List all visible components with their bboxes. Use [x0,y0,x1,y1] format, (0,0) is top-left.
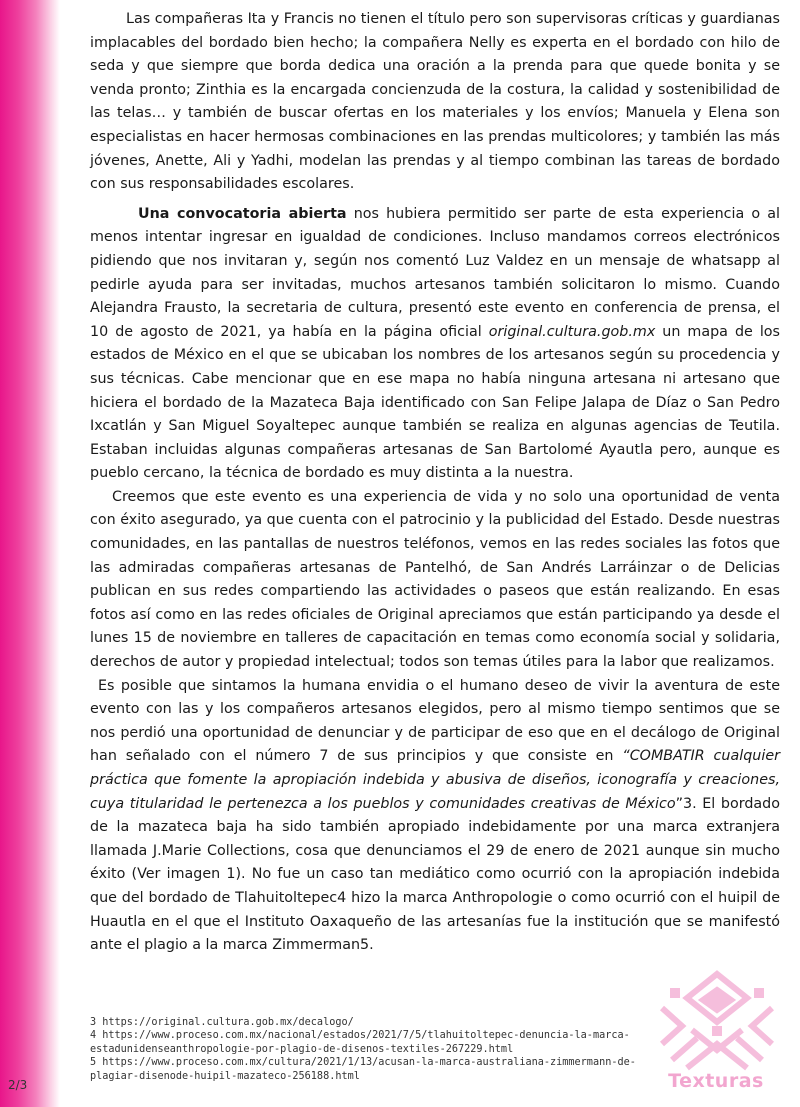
paragraph-life-experience: Creemos que este evento es una experiencia de vida y no solo una oportunidad de venta con éxito asegurado, ya que cuenta con el patrocinio y la publicidad del Estado. Desde nuestras comunidades, en las pantallas de nuestros teléfonos, vemos en las redes sociales las fotos que las admiradas compañeras artesanas de Pantelhó, de San Andrés Larráinzar o de Delicias publican en sus redes compartiendo las actividades o paseos que están realizando. En esas fotos así como en las redes oficiales de Original apreciamos que están participando ya desde el lunes 15 de noviembre en talleres de capacitación en temas como economía social y solidaria, derechos de autor y propiedad intelectual; todos son temas útiles para la labor que realizamos. [90,488,780,671]
footnote-3: 3 https://original.cultura.gob.mx/decalogo/ [90,1017,354,1028]
footnote-5-line1: 5 https://www.proceso.com.mx/cultura/2021/1/13/acusan-la-marca-australiana-zimmermann-de- [90,1057,636,1069]
open-call-text-a: nos hubiera permitido ser parte de esta experiencia o al menos intentar ingresar en igualdad de condiciones. Incluso mandamos correos electrónicos pidiendo que nos invitaran y, según nos comentó Luz Valdez en un mensaje de whatsapp al pedirle ayuda para ser invitadas, muchos artesanos también solicitaron lo mismo. Cuando Alejandra Frausto, la secretaria de cultura, presentó este evento en conferencia de prensa, el 10 de agosto de 2021, ya había en la página oficial [90,205,781,340]
footnote-5-line2: plagiar-disenode-huipil-mazateco-256188.html [90,1070,360,1082]
footnote-4-line2: estadunidenseanthropologie-por-plagio-de-disenos-textiles-267229.html [90,1043,514,1055]
footnote-4-line1: 4 https://www.proceso.com.mx/nacional/estados/2021/7/5/tlahuitoltepec-denuncia-la-marca- [90,1030,630,1042]
paragraph-decalogue [90,675,780,958]
decalogue-quote: “COMBATIR cualquier práctica que fomente la apropiación indebida y abusiva de diseños, iconografía y creaciones, cuya titularidad le pertenezca a los pueblos y comunidades creativas de México [90,748,780,812]
decalogue-text-b: ”3. El bordado de la mazateca baja ha sido también apropiado indebidamente por una marca extranjera llamada J.Marie Collections, cosa que denunciamos el 29 de enero de 2021 aunque sin mucho éxito (Ver imagen 1). No fue un caso tan mediático como ocurrió con la apropiación indebida que del bordado de Tlahuitoltepec4 hizo la marca Anthropologie o como ocurrió con el huipil de Huautla en el que el Instituto Oaxaqueño de las artesanías fue la institución que se manifestó ante el plagio a la marca Zimmerman5. [90,795,781,954]
open-call-text-b: un mapa de los estados de México en el que se ubicaban los nombres de los artesanos según su procedencia y sus técnicas. Cabe mencionar que en ese mapa no había ninguna artesana ni artesano que hiciera el bordado de la Mazateca Baja identificado con San Felipe Jalapa de Díaz o San Pedro Ixcatlán y San Miguel Soyaltepec aunque también se realiza en algunas agencias de Teutila. Estaban incluidas algunas compañeras artesanas de San Bartolomé Ayautla pero, aunque es pueblo cercano, la técnica de bordado es muy distinta a la nuestra. [90,323,780,482]
page-number: 2/3 [8,1078,28,1092]
document-body [90,8,780,958]
official-site-reference: original.cultura.gob.mx [488,323,656,340]
pink-sidebar-band [0,0,60,1107]
paragraph-open-call [90,203,780,486]
open-call-heading: Una convocatoria abierta [138,205,347,222]
paragraph-artisans-roles: Las compañeras Ita y Francis no tienen el título pero son supervisoras críticas y guardianas implacables del bordado bien hecho; la compañera Nelly es experta en el bordado con hilo de seda y que siempre que borda dedica una oración a la prenda para que quede bonita y se venda pronto; Zinthia es la encargada concienzuda de la costura, la calidad y sostenibilidad de las telas… y también de buscar ofertas en los materiales y los envíos; Manuela y Elena son especialistas en hacer hermosas combinaciones en las prendas multicolores; y también las más jóvenes, Anette, Ali y Yadhi, modelan las prendas y al tiempo combinan las tareas de bordado con sus responsabilidades escolares. [90,11,780,193]
logo-wordmark: Texturas [668,1070,764,1092]
decalogue-text-a: Es posible que sintamos la humana envidia o el humano deseo de vivir la aventura de este evento con las y los compañeros artesanos elegidos, pero al mismo tiempo sentimos que se nos perdió una oportunidad de denunciar y de participar de eso que en el decálogo de Original han señalado con el número 7 de sus principios y que consiste en [90,677,780,765]
